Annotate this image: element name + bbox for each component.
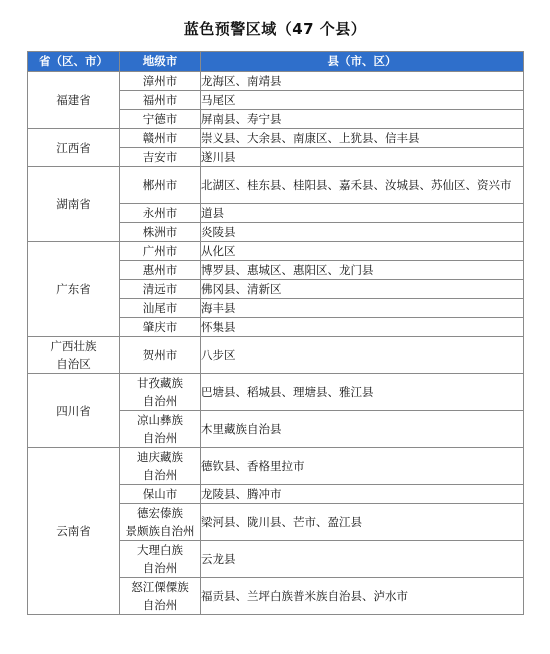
city-cell: 惠州市 bbox=[120, 261, 201, 280]
county-cell: 梁河县、陇川县、芒市、盈江县 bbox=[201, 504, 524, 541]
city-cell: 甘孜藏族 自治州 bbox=[120, 374, 201, 411]
city-cell: 迪庆藏族 自治州 bbox=[120, 448, 201, 485]
county-cell: 屏南县、寿宁县 bbox=[201, 110, 524, 129]
city-cell: 吉安市 bbox=[120, 148, 201, 167]
county-cell: 佛冈县、清新区 bbox=[201, 280, 524, 299]
city-cell: 永州市 bbox=[120, 204, 201, 223]
header-province: 省（区、市） bbox=[28, 52, 120, 72]
province-cell: 湖南省 bbox=[28, 167, 120, 242]
city-cell: 怒江傈僳族 自治州 bbox=[120, 578, 201, 615]
table-row bbox=[28, 72, 524, 91]
county-cell: 福贡县、兰坪白族普米族自治县、泸水市 bbox=[201, 578, 524, 615]
city-cell: 清远市 bbox=[120, 280, 201, 299]
table-row bbox=[28, 167, 524, 204]
county-cell: 海丰县 bbox=[201, 299, 524, 318]
county-cell: 龙海区、南靖县 bbox=[201, 72, 524, 91]
county-cell: 龙陵县、腾冲市 bbox=[201, 485, 524, 504]
province-cell: 广东省 bbox=[28, 242, 120, 337]
table-row bbox=[28, 242, 524, 261]
city-cell: 汕尾市 bbox=[120, 299, 201, 318]
city-cell: 郴州市 bbox=[120, 167, 201, 204]
city-cell: 德宏傣族 景颇族自治州 bbox=[120, 504, 201, 541]
county-cell: 木里藏族自治县 bbox=[201, 411, 524, 448]
county-cell: 道县 bbox=[201, 204, 524, 223]
province-cell: 云南省 bbox=[28, 448, 120, 615]
city-cell: 凉山彝族 自治州 bbox=[120, 411, 201, 448]
county-cell: 遂川县 bbox=[201, 148, 524, 167]
city-cell: 肇庆市 bbox=[120, 318, 201, 337]
warning-region-table bbox=[27, 51, 524, 615]
province-cell: 广西壮族 自治区 bbox=[28, 337, 120, 374]
county-cell: 马尾区 bbox=[201, 91, 524, 110]
county-cell: 德钦县、香格里拉市 bbox=[201, 448, 524, 485]
county-cell: 炎陵县 bbox=[201, 223, 524, 242]
county-cell: 云龙县 bbox=[201, 541, 524, 578]
city-cell: 宁德市 bbox=[120, 110, 201, 129]
county-cell: 从化区 bbox=[201, 242, 524, 261]
county-cell: 怀集县 bbox=[201, 318, 524, 337]
province-cell: 四川省 bbox=[28, 374, 120, 448]
city-cell: 赣州市 bbox=[120, 129, 201, 148]
table-header-row bbox=[28, 52, 524, 72]
city-cell: 漳州市 bbox=[120, 72, 201, 91]
table-row bbox=[28, 337, 524, 374]
county-cell: 博罗县、惠城区、惠阳区、龙门县 bbox=[201, 261, 524, 280]
header-county: 县（市、区） bbox=[201, 52, 524, 72]
county-cell: 北湖区、桂东县、桂阳县、嘉禾县、汝城县、苏仙区、资兴市 bbox=[201, 167, 524, 204]
city-cell: 贺州市 bbox=[120, 337, 201, 374]
county-cell: 巴塘县、稻城县、理塘县、雅江县 bbox=[201, 374, 524, 411]
table-row bbox=[28, 448, 524, 485]
city-cell: 福州市 bbox=[120, 91, 201, 110]
city-cell: 株洲市 bbox=[120, 223, 201, 242]
county-cell: 八步区 bbox=[201, 337, 524, 374]
city-cell: 大理白族 自治州 bbox=[120, 541, 201, 578]
city-cell: 保山市 bbox=[120, 485, 201, 504]
table-row bbox=[28, 374, 524, 411]
header-city: 地级市 bbox=[120, 52, 201, 72]
province-cell: 江西省 bbox=[28, 129, 120, 167]
table-body bbox=[28, 72, 524, 615]
province-cell: 福建省 bbox=[28, 72, 120, 129]
table-row bbox=[28, 129, 524, 148]
page-title: 蓝色预警区域（47 个县） bbox=[183, 20, 367, 38]
county-cell: 崇义县、大余县、南康区、上犹县、信丰县 bbox=[201, 129, 524, 148]
city-cell: 广州市 bbox=[120, 242, 201, 261]
